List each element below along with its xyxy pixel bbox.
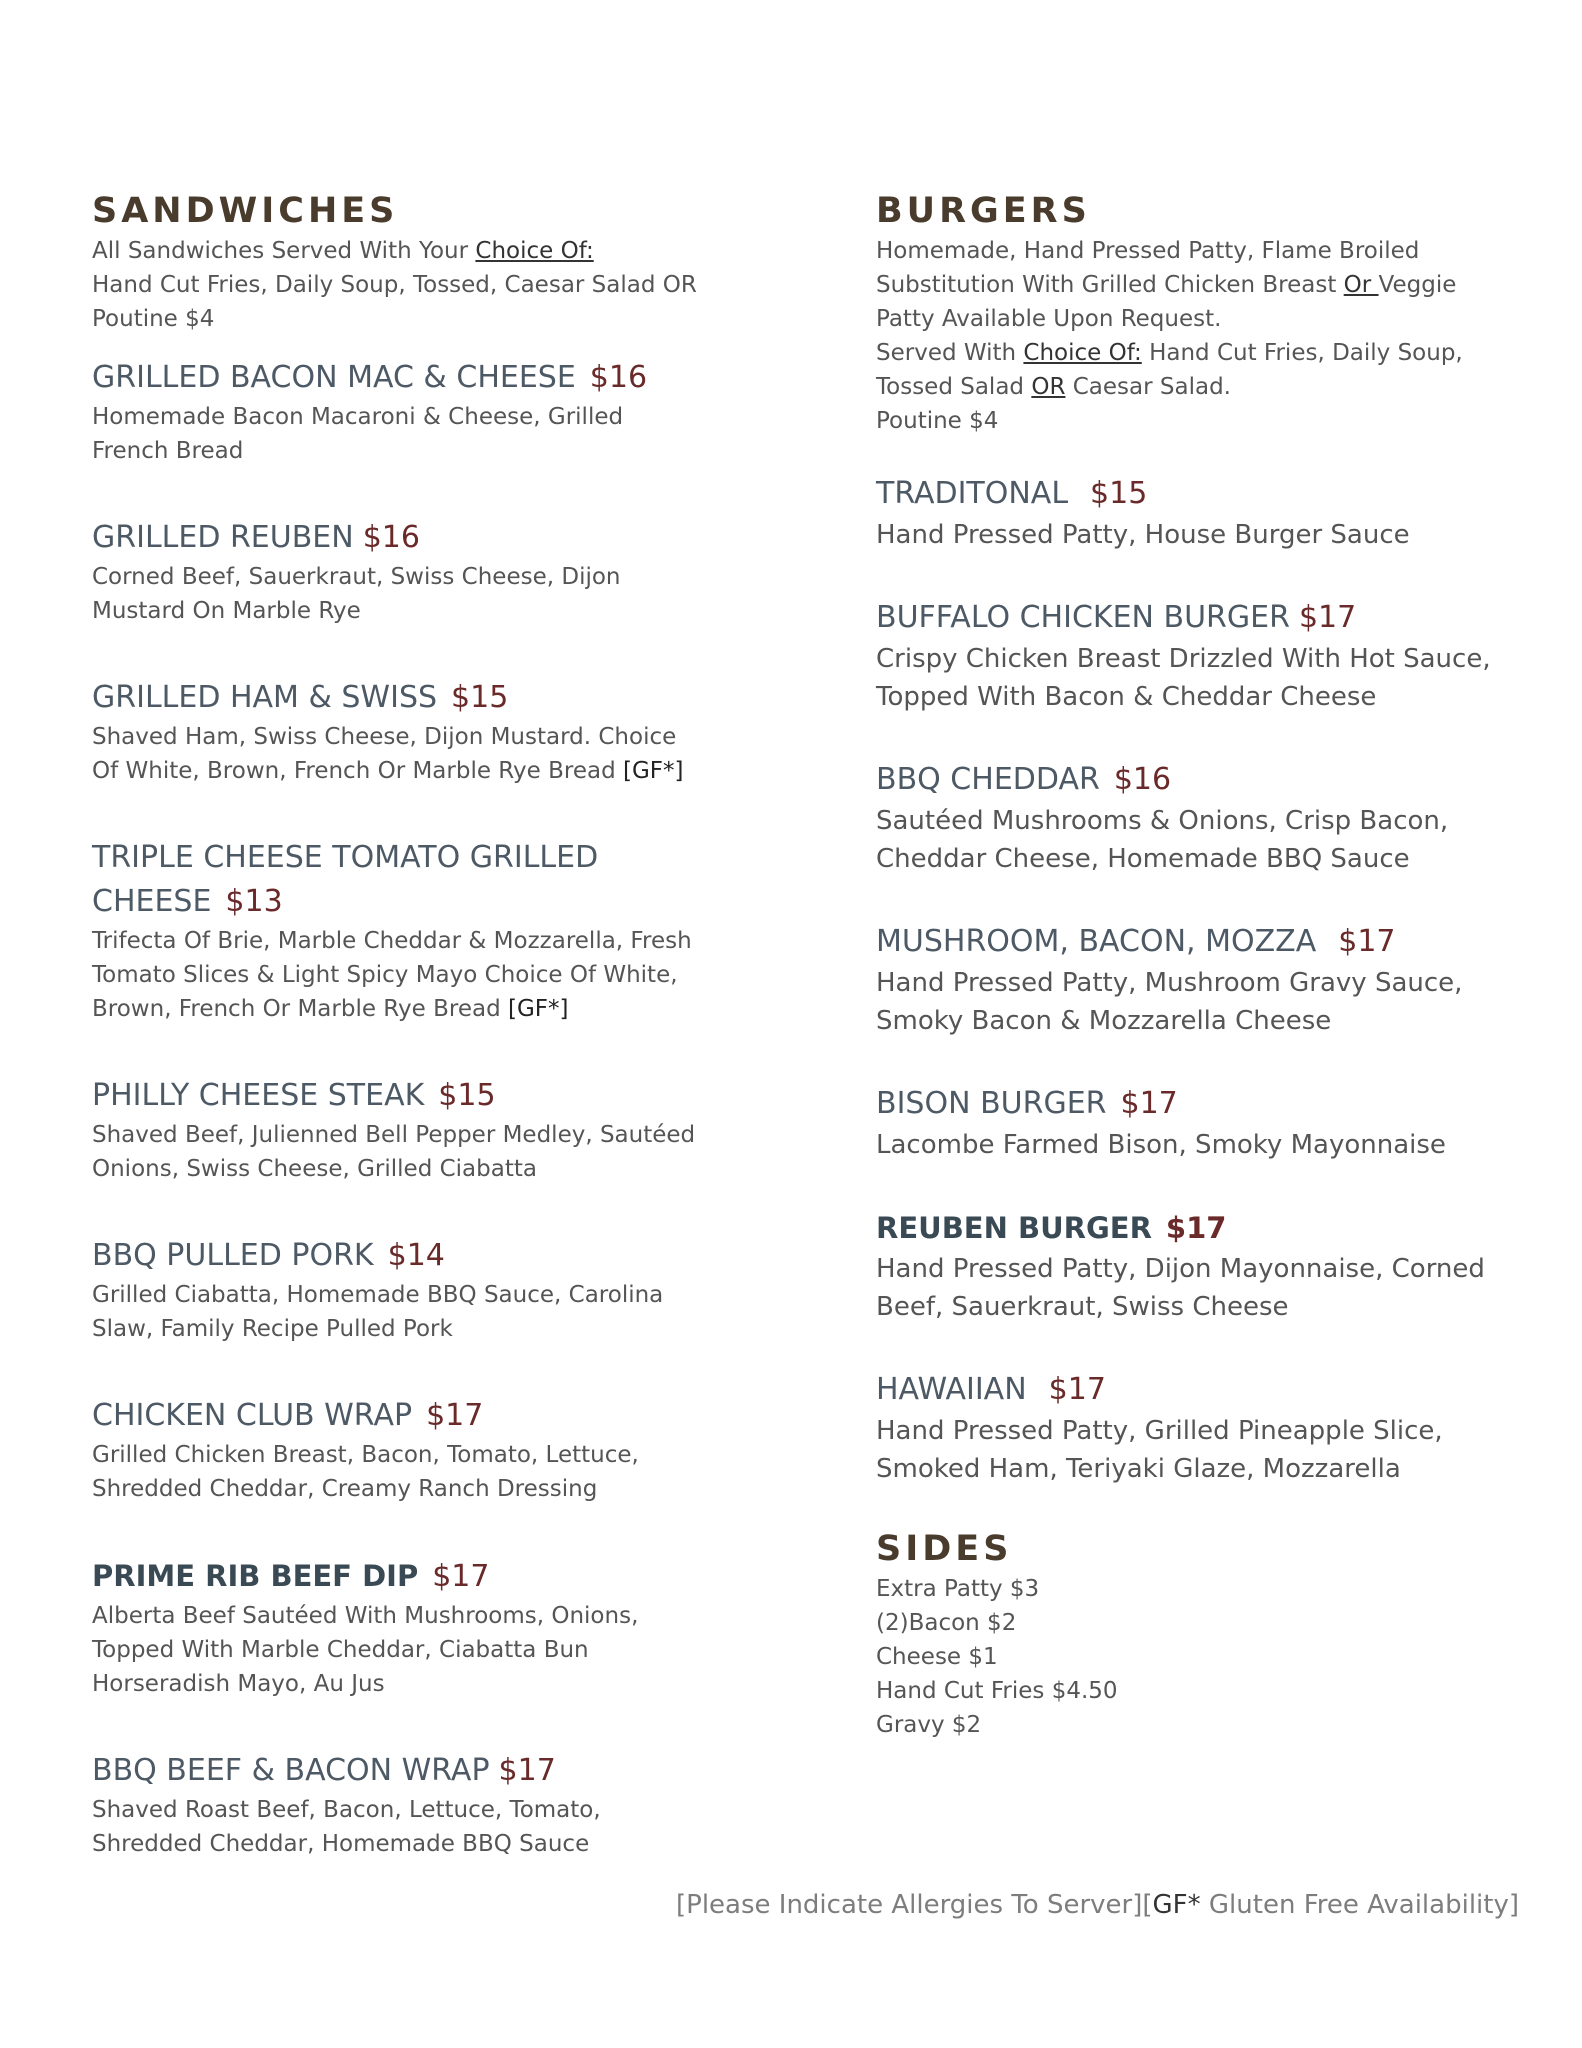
item-price: $16 [362,520,420,555]
item-description: Alberta Beef Sautéed With Mushrooms, Onions, Topped With Marble Cheddar, Ciabatta Bun Horseradish Mayo, Au Jus [92,1603,639,1697]
sandwiches-heading: SANDWICHES [92,191,399,231]
item-price: $17 [498,1753,556,1788]
menu-item-bison-burger [876,1082,1496,1164]
item-price: $17 [1120,1086,1178,1121]
item-price: $17 [1165,1211,1227,1245]
item-description: Shaved Beef, Julienned Bell Pepper Medley, Sautéed Onions, Swiss Cheese, Grilled Ciabatta [92,1122,696,1182]
menu-item-chicken-club-wrap [92,1394,732,1506]
burgers-column [876,188,1496,1742]
item-price: $16 [1113,762,1172,797]
side-item: Extra Patty $3 [876,1576,1040,1602]
item-description: Trifecta Of Brie, Marble Cheddar & Mozzarella, Fresh Tomato Slices & Light Spicy Mayo Choice Of White, Brown, French Or Marble Rye Bread [GF*] [92,928,692,1022]
side-item: Cheese $1 [876,1644,998,1670]
item-name: REUBEN BURGER [876,1211,1152,1245]
item-name: BISON BURGER [876,1086,1107,1121]
item-description: Shaved Roast Beef, Bacon, Lettuce, Tomato, Shredded Cheddar, Homemade BBQ Sauce [92,1797,601,1857]
sandwiches-column [92,188,732,1861]
item-description: Homemade Bacon Macaroni & Cheese, Grilled French Bread [92,404,624,464]
menu-item-traditonal [876,472,1496,554]
sides-list [876,1572,1496,1742]
item-description: Shaved Ham, Swiss Cheese, Dijon Mustard. Choice Of White, Brown, French Or Marble Rye Bread [GF*] [92,724,684,784]
item-name: BBQ BEEF & BACON WRAP [92,1753,490,1788]
item-name: TRIPLE CHEESE TOMATO GRILLED [92,840,599,875]
sides-heading: SIDES [876,1529,1013,1569]
gluten-free-tag: [GF*] [623,758,684,784]
sandwiches-intro: All Sandwiches Served With Your Choice Of: Hand Cut Fries, Daily Soup, Tossed, Caesar Salad OR Poutine $4 [92,238,697,332]
item-price: $17 [1298,600,1357,635]
menu-item-philly-cheese-steak [92,1074,732,1186]
item-price: $15 [438,1078,496,1113]
item-name-cont: CHEESE [92,884,212,919]
menu-item-reuben-burger [876,1206,1496,1326]
item-description: Crispy Chicken Breast Drizzled With Hot Sauce, Topped With Bacon & Cheddar Cheese [876,644,1491,712]
item-name: GRILLED HAM & SWISS [92,680,438,715]
menu-item-grilled-reuben [92,516,732,628]
item-price: $16 [589,360,648,395]
item-name: BUFFALO CHICKEN BURGER [876,600,1290,635]
item-price: $15 [451,680,509,715]
menu-item-buffalo-chicken-burger [876,596,1496,716]
item-description: Corned Beef, Sauerkraut, Swiss Cheese, Dijon Mustard On Marble Rye [92,564,621,624]
item-name: GRILLED BACON MAC & CHEESE [92,360,576,395]
menu-item-mushroom-bacon-mozza [876,920,1496,1040]
menu-item-prime-rib-beef-dip [92,1554,732,1701]
menu-item-bbq-pulled-pork [92,1234,732,1346]
side-item: Gravy $2 [876,1712,982,1738]
menu-item-hawaiian [876,1368,1496,1488]
side-item: (2)Bacon $2 [876,1610,1017,1636]
item-price: $17 [426,1398,484,1433]
burgers-intro: Homemade, Hand Pressed Patty, Flame Broiled Substitution With Grilled Chicken Breast Or Veggie Patty Available Upon Request. Served With Choice Of: Hand Cut Fries, Daily Soup, Tossed Salad OR Caesar Salad. Poutine $4 [876,238,1463,434]
item-name: BBQ PULLED PORK [92,1238,374,1273]
item-name: PHILLY CHEESE STEAK [92,1078,425,1113]
item-name: HAWAIIAN [876,1372,1027,1407]
item-price: $17 [1338,924,1396,959]
item-name: PRIME RIB BEEF DIP [92,1559,419,1593]
item-price: $13 [225,884,283,919]
item-name: MUSHROOM, BACON, MOZZA [876,924,1317,959]
item-name: BBQ CHEDDAR [876,762,1100,797]
menu-item-grilled-ham-swiss [92,676,732,788]
item-description: Lacombe Farmed Bison, Smoky Mayonnaise [876,1130,1446,1160]
item-description: Sautéed Mushrooms & Onions, Crisp Bacon, Cheddar Cheese, Homemade BBQ Sauce [876,806,1449,874]
item-description: Hand Pressed Patty, Dijon Mayonnaise, Corned Beef, Sauerkraut, Swiss Cheese [876,1254,1485,1322]
menu-item-bbq-beef-bacon-wrap [92,1749,732,1861]
item-price: $17 [432,1559,490,1594]
item-price: $17 [1048,1372,1106,1407]
item-name: TRADITONAL [876,476,1069,511]
item-price: $14 [387,1238,445,1273]
item-price: $15 [1090,476,1148,511]
menu-item-grilled-bacon-mac [92,356,732,468]
item-name: CHICKEN CLUB WRAP [92,1398,413,1433]
item-description: Hand Pressed Patty, Mushroom Gravy Sauce, Smoky Bacon & Mozzarella Cheese [876,968,1463,1036]
burgers-heading: BURGERS [876,191,1091,231]
item-description: Grilled Ciabatta, Homemade BBQ Sauce, Carolina Slaw, Family Recipe Pulled Pork [92,1282,664,1342]
item-name: GRILLED REUBEN [92,520,354,555]
item-description: Grilled Chicken Breast, Bacon, Tomato, Lettuce, Shredded Cheddar, Creamy Ranch Dressing [92,1442,639,1502]
side-item: Hand Cut Fries $4.50 [876,1678,1118,1704]
menu-item-triple-cheese [92,836,732,1026]
menu-item-bbq-cheddar [876,758,1496,878]
allergy-note: [Please Indicate Allergies To Server][GF* Gluten Free Availability] [676,1890,1519,1920]
item-description: Hand Pressed Patty, House Burger Sauce [876,520,1410,550]
item-description: Hand Pressed Patty, Grilled Pineapple Slice, Smoked Ham, Teriyaki Glaze, Mozzarella [876,1416,1443,1484]
gluten-free-tag: [GF*] [507,996,569,1022]
